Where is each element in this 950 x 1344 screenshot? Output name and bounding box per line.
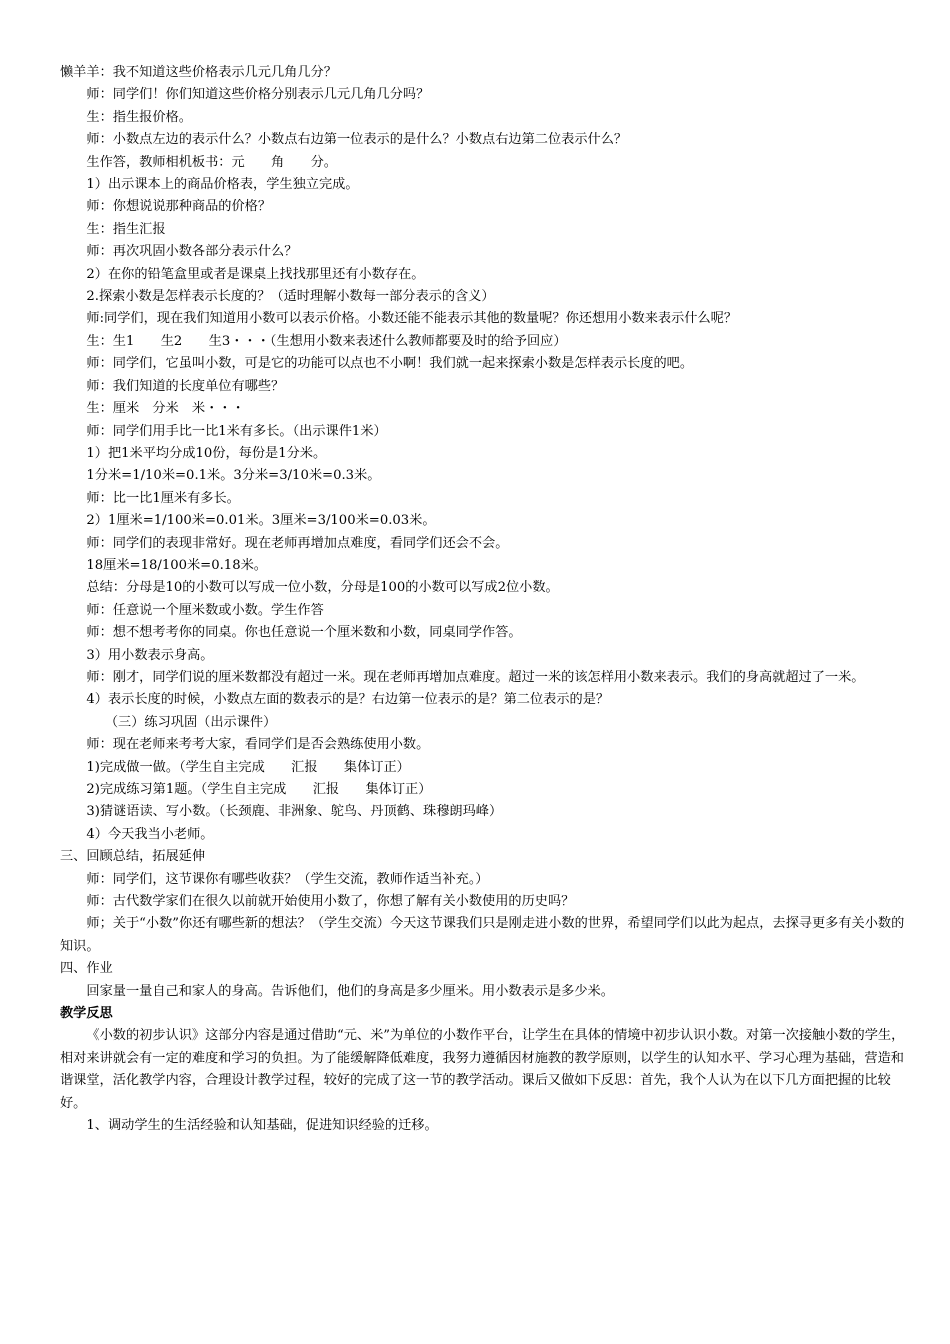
paragraph: （三）练习巩固（出示课件） [104,714,277,730]
paragraph: 2）1厘米=1/100米=0.01米。3厘米=3/100米=0.03米。 [86,513,436,529]
section-heading: 教学反思 [60,1006,113,1022]
paragraph: 4）表示长度的时候，小数点左面的数表示的是？右边第一位表示的是？第二位表示的是？ [86,692,610,708]
paragraph: 师：你想说说那种商品的价格？ [86,199,272,215]
paragraph: 师；关于“小数”你还有哪些新的想法？（学生交流）今天这节课我们只是刚走进小数的世界，希望同学们以此为起点，去探寻更多有关小数的知识。 [60,916,905,954]
paragraph: 懒羊羊：我不知道这些价格表示几元几角几分？ [60,65,337,80]
paragraph: 三、回顾总结，拓展延伸 [60,849,206,865]
paragraph: 师：我们知道的长度单位有哪些？ [86,378,285,394]
document-page [60,62,908,1138]
paragraph: 生：生1 生2 生3・・・（生想用小数来表述什么教师都要及时的给予回应） [86,333,567,349]
paragraph: 生：厘米 分米 米・・・ [86,401,245,417]
paragraph: 2.探索小数是怎样表示长度的？（适时理解小数每一部分表示的含义） [86,289,495,305]
paragraph: 2)完成练习第1题。（学生自主完成 汇报 集体订正） [86,782,432,797]
paragraph: 总结：分母是10的小数可以写成一位小数，分母是100的小数可以写成2位小数。 [86,580,559,596]
paragraph: 师：再次巩固小数各部分表示什么？ [86,244,298,260]
paragraph: 2）在你的铅笔盒里或者是课桌上找找那里还有小数存在。 [86,266,425,282]
paragraph: 师：比一比1厘米有多长。 [86,490,240,506]
paragraph: 师：刚才，同学们说的厘米数都没有超过一米。现在老师再增加点难度。超过一米的该怎样用小数来表示。我们的身高就超过了一米。 [86,669,865,685]
paragraph: 3)猜谜语读、写小数。（长颈鹿、非洲象、鸵鸟、丹顶鹤、珠穆朗玛峰） [86,804,503,820]
paragraph: 四、作业 [60,961,113,977]
paragraph: 回家量一量自己和家人的身高。告诉他们，他们的身高是多少厘米。用小数表示是多少米。 [86,983,614,999]
paragraph: 师：想不想考考你的同桌。你也任意说一个厘米数和小数，同桌同学作答。 [86,625,522,641]
paragraph: 师：古代数学家们在很久以前就开始使用小数了，你想了解有关小数使用的历史吗？ [86,894,575,910]
paragraph: 4）今天我当小老师。 [86,826,214,842]
paragraph: 18厘米=18/100米=0.18米。 [86,557,267,573]
paragraph: 师:同学们，现在我们知道用小数可以表示价格。小数还能不能表示其他的数量呢？你还想用小数来表示什么呢？ [86,311,738,327]
paragraph: 师：同学们的表现非常好。现在老师再增加点难度，看同学们还会不会。 [86,535,509,551]
paragraph: 师：同学们，它虽叫小数，可是它的功能可以点也不小啊！我们就一起来探索小数是怎样表示长度的吧。 [86,356,694,372]
paragraph: 1、调动学生的生活经验和认知基础，促进知识经验的迁移。 [86,1118,438,1134]
paragraph: 生：指生汇报 [86,221,166,237]
paragraph: 生作答，教师相机板书：元 角 分。 [86,154,337,170]
paragraph: 师：小数点左边的表示什么？小数点右边第一位表示的是什么？小数点右边第二位表示什么？ [86,132,628,148]
paragraph: 1)完成做一做。（学生自主完成 汇报 集体订正） [86,759,410,775]
paragraph: 师：同学们，这节课你有哪些收获？（学生交流，教师作适当补充。） [86,871,489,887]
paragraph: 1分米=1/10米=0.1米。3分米=3/10米=0.3米。 [86,468,381,484]
paragraph: 师：现在老师来考考大家，看同学们是否会熟练使用小数。 [86,737,430,753]
paragraph: 师：同学们！你们知道这些价格分别表示几元几角几分吗？ [86,87,430,103]
paragraph: 3）用小数表示身高。 [86,647,214,663]
paragraph: 师：任意说一个厘米数或小数。学生作答 [86,602,324,618]
paragraph: 生：指生报价格。 [86,109,192,125]
paragraph: 师：同学们用手比一比1米有多长。（出示课件1米） [86,423,387,439]
paragraph: 1）出示课本上的商品价格表，学生独立完成。 [86,177,359,193]
paragraph: 1）把1米平均分成10份，每份是1分米。 [86,445,327,461]
paragraph: 《小数的初步认识》这部分内容是通过借助“元、米”为单位的小数作平台，让学生在具体的情境中初步认识小数。对第一次接触小数的学生，相对来讲就会有一定的难度和学习的负担。为了能缓解降低难度，我努力遵循因材施教的教学原则，以学生的认知水平、学习心理为基础，营造和谐课堂，活化教学内容，合理设计教学过程，较好的完成了这一节的教学活动。课后又做如下反思：首先，我个人认为在以下几方面把握的比较好。 [60,1028,905,1111]
